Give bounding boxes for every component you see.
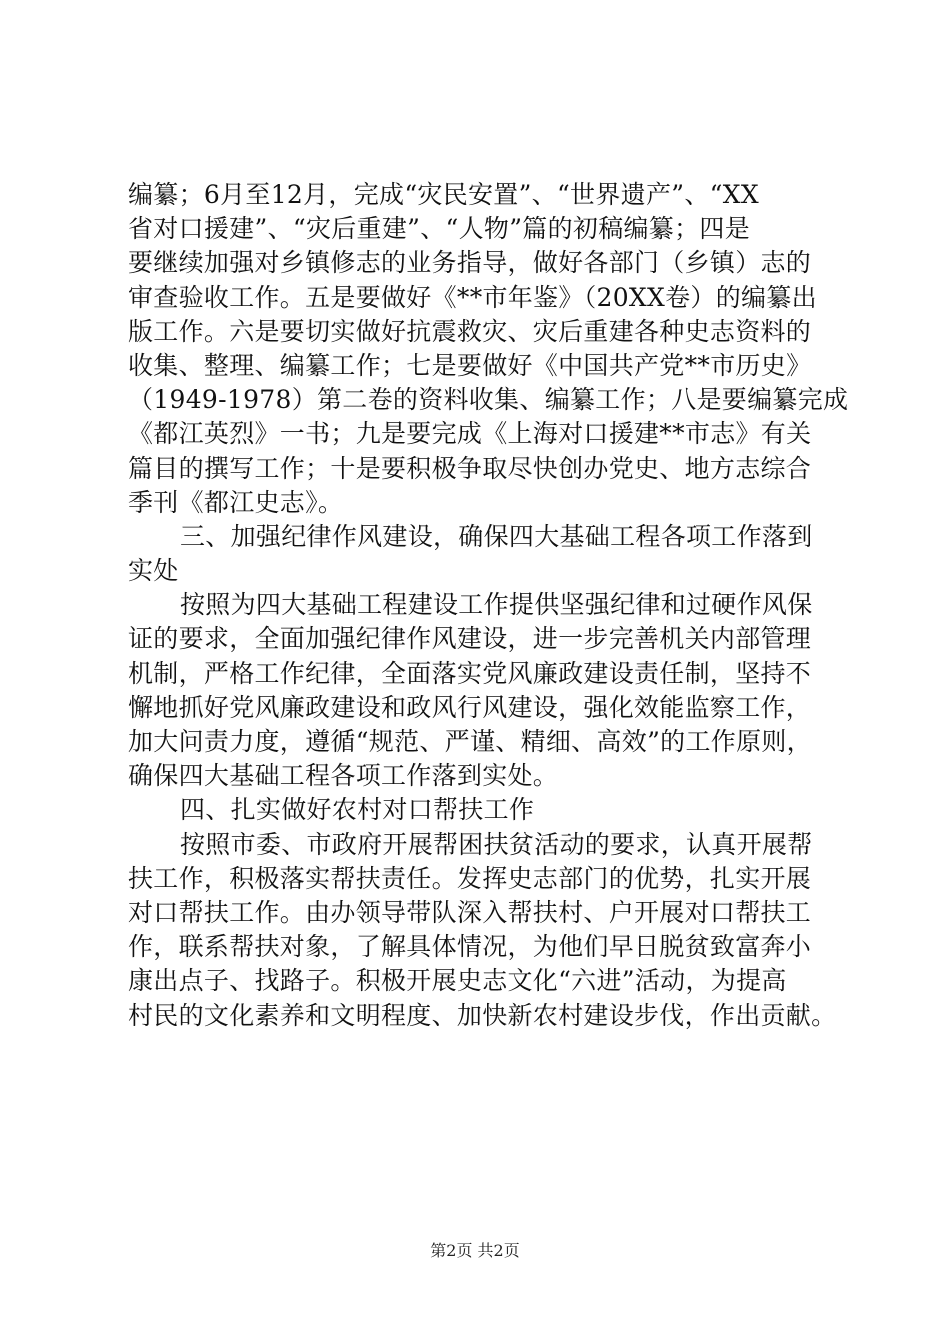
text-line: 省对口援建”、“灾后重建”、“人物”篇的初稿编纂；四是 [128, 214, 751, 244]
text-line: 康出点子、找路子。积极开展史志文化“六进”活动，为提高 [128, 966, 787, 996]
body-text [128, 178, 848, 1033]
text-line: 懈地抓好党风廉政建设和政风行风建设，强化效能监察工作， [128, 692, 812, 722]
text-line: 收集、整理、编纂工作；七是要做好《中国共产党**市历史》 [128, 350, 812, 380]
section-heading-3-cont: 实处 [128, 556, 179, 586]
text-line: 编纂；6月至12月，完成“灾民安置”、“世界遗产”、“XX [128, 180, 759, 209]
text-line: 按照为四大基础工程建设工作提供坚强纪律和过硬作风保 [180, 590, 813, 620]
text-line: 村民的文化素养和文明程度、加快新农村建设步伐，作出贡献。 [128, 1000, 837, 1030]
text-line: 要继续加强对乡镇修志的业务指导，做好各部门（乡镇）志的 [128, 248, 812, 278]
text-line: 审查验收工作。五是要做好《**市年鉴》（20XX卷）的编纂出 [128, 282, 817, 312]
text-line: 加大问责力度，遵循“规范、严谨、精细、高效”的工作原则， [128, 727, 812, 756]
text-line: （1949-1978）第二卷的资料收集、编纂工作；八是要编纂完成 [128, 385, 849, 415]
text-line: 作，联系帮扶对象，了解具体情况，为他们早日脱贫致富奔小 [128, 932, 812, 962]
text-line: 版工作。六是要切实做好抗震救灾、灾后重建各种史志资料的 [128, 316, 812, 346]
text-line: 机制，严格工作纪律，全面落实党风廉政建设责任制，坚持不 [128, 658, 812, 688]
section-heading-4: 四、扎实做好农村对口帮扶工作 [180, 795, 535, 825]
text-line: 篇目的撰写工作；十是要积极争取尽快创办党史、地方志综合 [128, 453, 812, 483]
page-footer: 第2页 共2页 [430, 1241, 520, 1260]
text-line: 确保四大基础工程各项工作落到实处。 [128, 761, 559, 791]
text-line: 对口帮扶工作。由办领导带队深入帮扶村、户开展对口帮扶工 [128, 897, 812, 927]
text-line: 按照市委、市政府开展帮困扶贫活动的要求，认真开展帮 [180, 829, 813, 859]
text-line: 证的要求，全面加强纪律作风建设，进一步完善机关内部管理 [128, 624, 812, 654]
text-line: 扶工作，积极落实帮扶责任。发挥史志部门的优势，扎实开展 [128, 863, 812, 893]
text-line: 季刊《都江史志》。 [128, 487, 344, 517]
section-heading-3: 三、加强纪律作风建设，确保四大基础工程各项工作落到 [180, 521, 813, 551]
text-line: 《都江英烈》一书；九是要完成《上海对口援建**市志》有关 [128, 419, 812, 449]
